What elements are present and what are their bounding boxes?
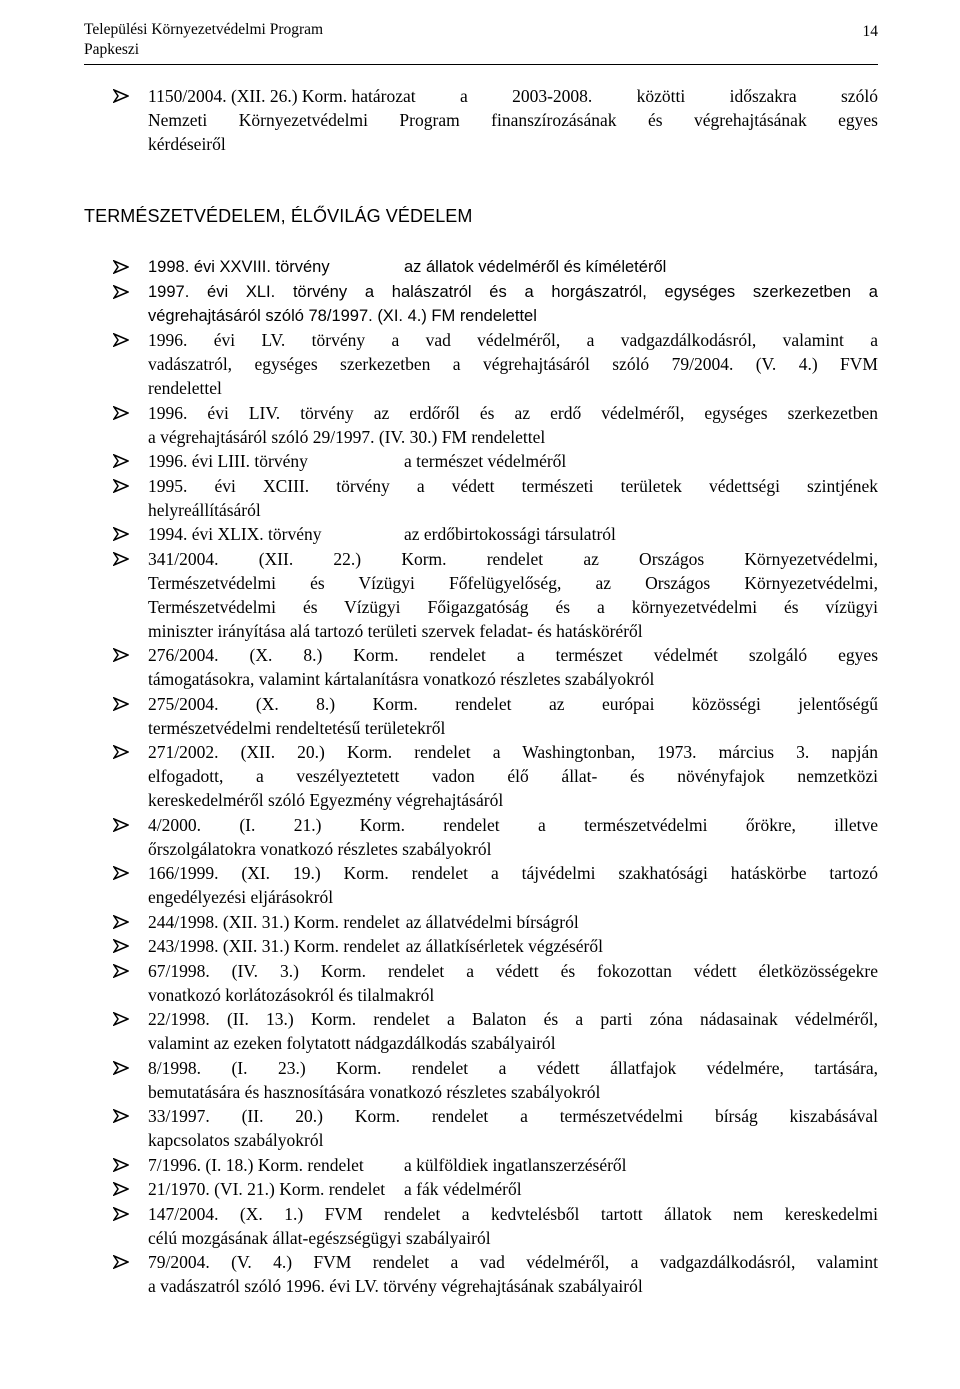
item-line: Nemzeti Környezetvédelmi Program finanszírozásának és végrehajtásának egyes [148,110,878,130]
list-item [84,861,878,909]
top-list [84,84,878,157]
list-item [84,84,878,156]
arrow-bullet-icon [113,260,129,274]
item-line [148,1250,878,1274]
item-line [148,959,878,983]
arrow-bullet-icon [113,866,129,880]
item-line: természetvédelmi rendeltetésű területekről [148,717,446,738]
header-title: Települési Környezetvédelmi Program [84,21,324,38]
item-reference: 1996. évi LV. törvény [148,330,366,350]
item-text-part: közötti [636,86,686,106]
arrow-bullet-icon [113,915,129,929]
item-reference: 341/2004. (XII. 22.) Korm. rendelet [148,548,544,569]
list-item [84,1056,878,1104]
list-item [84,1007,878,1055]
item-reference: 1995. évi XCIII. törvény [148,475,390,496]
item-title: a külföldiek ingatlanszerzéséről [404,1154,627,1175]
item-title: a tájvédelmi szakhatósági hatáskörbe tartozó [490,863,879,883]
item-line: a végrehajtásáról szóló 29/1997. (IV. 30.) FM rendelettel [148,426,546,447]
item-line: Természetvédelmi és Vízügyi Főfelügyelőség, az Országos Környezetvédelmi, [148,572,878,593]
item-reference: 7/1996. (I. 18.) Korm. rendelet [148,1154,364,1175]
item-reference: 1994. évi XLIX. törvény [148,524,322,544]
item-title: az erdőről és az erdő védelméről, egységes szerkezetben [373,402,878,423]
arrow-bullet-icon [113,1207,129,1221]
list-item [84,474,878,522]
items-container [84,255,878,1298]
item-line [148,1202,878,1226]
header-rule [84,64,878,65]
item-title: a védett természeti területek védettségi szintjének [416,475,878,496]
item-line [148,934,878,958]
page-header [84,20,878,60]
item-line: vadászatról, egységes szerkezetben a végrehajtásáról szóló 79/2004. (V. 4.) FVM [148,354,878,374]
item-title: az állatvédelmi bírságról [405,911,579,932]
arrow-bullet-icon [113,1158,129,1172]
item-line: elfogadott, a veszélyeztetett vadon élő állat- és növényfajok nemzetközi [148,766,878,786]
item-reference: 1996. évi LIII. törvény [148,451,308,471]
item-title: a Washingtonban, 1973. március 3. napján [492,742,878,762]
header-subtitle: Papkeszi [84,41,140,58]
item-title: a természet védelméről [404,451,567,471]
item-reference: 33/1997. (II. 20.) Korm. rendelet [148,1106,489,1126]
item-line [148,1104,878,1128]
item-title: az Országos Környezetvédelmi, [583,548,879,569]
item-line [148,255,878,279]
item-title: a vad védelméről, a vadgazdálkodásról, valamint [450,1252,879,1272]
list-item [84,547,878,643]
list-item [84,934,878,958]
arrow-bullet-icon [113,818,129,832]
item-line [148,692,878,716]
item-line [148,813,878,837]
arrow-bullet-icon [113,527,129,541]
item-line [148,910,878,934]
item-text-part: 2003-2008. [512,86,593,106]
item-reference: 166/1999. (XI. 19.) Korm. rendelet [148,863,469,883]
item-reference: 1996. évi LIV. törvény [148,402,354,423]
item-title: a halászatról és a horgászatról, egységes szerkezetben a [364,282,878,301]
item-line: bemutatására és hasznosítására vonatkozó részletes szabályokról [148,1081,601,1102]
list-item [84,692,878,740]
list-item [84,401,878,449]
item-line [148,401,878,425]
item-title: a természet védelmét szolgáló egyes [516,645,879,665]
section-heading: TERMÉSZETVÉDELEM, ÉLŐVILÁG VÉDELEM [84,206,473,226]
item-reference: 4/2000. (I. 21.) Korm. rendelet [148,814,500,835]
item-line: célú mozgásának állat-egészségügyi szabályairól [148,1227,491,1248]
item-line: helyreállításáról [148,499,261,520]
item-title: a természetvédelmi őrökre, illetve [538,814,878,835]
arrow-bullet-icon [113,1012,129,1026]
item-line: kereskedelméről szóló Egyezmény végrehajtásáról [148,790,504,810]
list-item [84,740,878,812]
arrow-bullet-icon [113,697,129,711]
list-item [84,328,878,400]
item-text-part: a [459,86,468,106]
list-item [84,1177,878,1201]
arrow-bullet-icon [113,648,129,662]
list-item [84,1153,878,1177]
arrow-bullet-icon [113,552,129,566]
item-line: engedélyezési eljárásokról [148,887,334,907]
arrow-bullet-icon [113,939,129,953]
item-line [148,1007,878,1031]
arrow-bullet-icon [113,479,129,493]
item-title: az erdőbirtokossági társulatról [404,524,616,544]
item-title: a kedvtelésből tartott állatok nem kereskedelmi [461,1203,878,1224]
item-line [148,1056,878,1080]
item-line: kérdéseiről [148,134,226,154]
item-line [148,522,878,546]
item-line [148,449,878,473]
item-reference: 1998. évi XXVIII. törvény [148,258,330,276]
item-text-part: 1150/2004. (XII. 26.) Korm. határozat [148,86,416,106]
legislation-list [84,255,878,1299]
item-line [148,1177,878,1201]
list-item [84,449,878,473]
item-reference: 271/2002. (XII. 20.) Korm. rendelet [148,742,471,762]
list-item [84,1250,878,1298]
item-line: vonatkozó korlátozásokról és tilalmakról [148,984,435,1005]
arrow-bullet-icon [113,285,129,299]
item-line [148,328,878,352]
arrow-bullet-icon [113,964,129,978]
item-line [148,280,878,304]
item-reference: 147/2004. (X. 1.) FVM rendelet [148,1203,441,1224]
arrow-bullet-icon [113,454,129,468]
item-title: a fák védelméről [404,1179,522,1199]
item-line [148,84,878,108]
item-title: a természetvédelmi bírság kiszabásával [520,1106,878,1126]
item-text-part: időszakra [729,86,797,106]
list-item [84,280,878,328]
list-item [84,522,878,546]
item-line [148,861,878,885]
item-line: kapcsolatos szabályokról [148,1130,324,1150]
arrow-bullet-icon [113,1061,129,1075]
list-item [84,255,878,279]
item-line [148,1153,878,1177]
arrow-bullet-icon [113,1255,129,1269]
list-item [84,643,878,691]
item-title: a védett állatfajok védelmére, tartására, [498,1057,879,1078]
item-reference: 244/1998. (XII. 31.) Korm. rendelet [148,911,400,932]
item-reference: 1997. évi XLI. törvény [148,282,348,301]
item-line [148,547,878,571]
item-line [148,740,878,764]
item-line [148,474,878,498]
item-line: valamint az ezeken folytatott nádgazdálkodás szabályairól [148,1033,556,1053]
item-reference: 67/1998. (IV. 3.) Korm. rendelet [148,960,445,981]
page-number: 14 [862,23,878,40]
item-reference: 79/2004. (V. 4.) FVM rendelet [148,1252,430,1272]
list-item [84,959,878,1007]
item-title: a védett és fokozottan védett életközösségekre [466,960,878,981]
item-title: a Balaton és a parti zóna nádasainak védelméről, [446,1009,879,1029]
item-line: a vadászatról szóló 1996. évi LV. törvény végrehajtásának szabályairól [148,1276,643,1296]
item-line: támogatásokra, valamint kártalanításra vonatkozó részletes szabályokról [148,669,655,689]
arrow-bullet-icon [113,89,129,103]
item-line [148,643,878,667]
item-reference: 275/2004. (X. 8.) Korm. rendelet [148,693,512,714]
item-reference: 243/1998. (XII. 31.) Korm. rendelet [148,936,400,956]
item-line: végrehajtásáról szóló 78/1997. (XI. 4.) FM rendelettel [148,306,537,325]
arrow-bullet-icon [113,745,129,759]
arrow-bullet-icon [113,406,129,420]
item-reference: 276/2004. (X. 8.) Korm. rendelet [148,645,486,665]
item-line: miniszter irányítása alá tartozó területi szervek feladat- és hatásköréről [148,620,643,641]
item-title: az állatok védelméről és kíméletéről [404,258,667,276]
list-item [84,813,878,861]
item-title: az állatkísérletek végzéséről [405,936,604,956]
item-title: a vad védelméről, a vadgazdálkodásról, valamint a [391,330,879,350]
list-item [84,910,878,934]
item-line: őrszolgálatokra vonatkozó részletes szabályokról [148,838,492,859]
item-reference: 22/1998. (II. 13.) Korm. rendelet [148,1009,430,1029]
item-line: rendelettel [148,378,222,398]
item-reference: 21/1970. (VI. 21.) Korm. rendelet [148,1179,386,1199]
item-title: az európai közösségi jelentőségű [549,693,879,714]
item-reference: 8/1998. (I. 23.) Korm. rendelet [148,1057,469,1078]
arrow-bullet-icon [113,333,129,347]
item-line: Természetvédelmi és Vízügyi Főigazgatóság és a környezetvédelmi és vízügyi [148,596,878,617]
list-item [84,1202,878,1250]
arrow-bullet-icon [113,1182,129,1196]
arrow-bullet-icon [113,1109,129,1123]
list-item [84,1104,878,1152]
item-text-part: szóló [841,86,878,106]
